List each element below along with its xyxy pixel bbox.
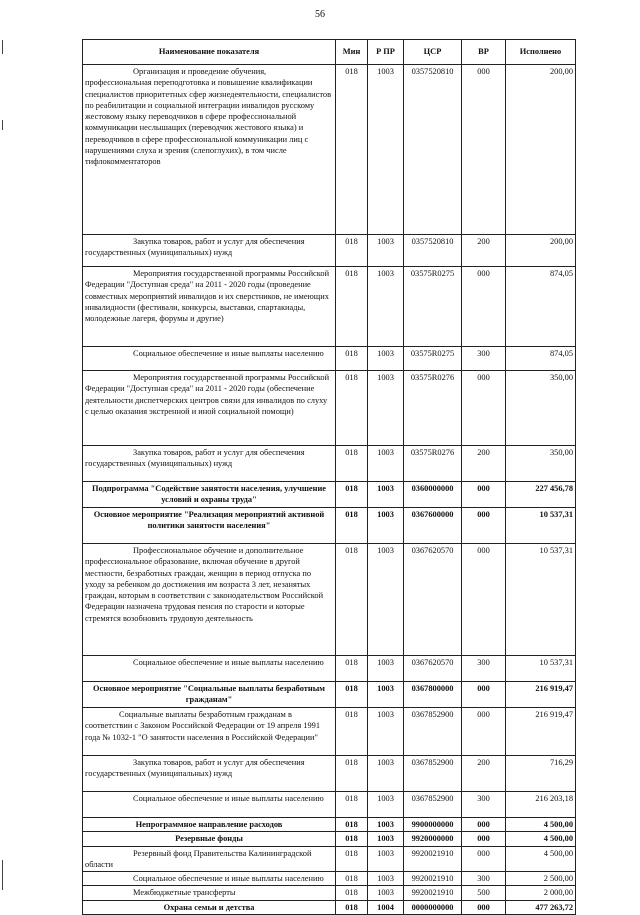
row-name: Основное мероприятие "Реализация мероприятий активной политики занятости населения" — [83, 508, 336, 544]
row-sum: 477 263,72 — [506, 900, 576, 914]
row-vr: 000 — [462, 900, 506, 914]
row-csr: 0367600000 — [404, 508, 462, 544]
header-vr: ВР — [462, 40, 506, 65]
row-sum: 874,05 — [506, 267, 576, 347]
row-rpr: 1003 — [368, 65, 404, 235]
table-row — [83, 682, 576, 708]
row-csr: 03575R0275 — [404, 267, 462, 347]
row-vr: 300 — [462, 792, 506, 818]
row-sum: 200,00 — [506, 235, 576, 267]
row-min: 018 — [336, 846, 368, 872]
row-min: 018 — [336, 886, 368, 900]
row-min: 018 — [336, 446, 368, 482]
row-sum: 4 500,00 — [506, 818, 576, 832]
row-rpr: 1003 — [368, 508, 404, 544]
row-min: 018 — [336, 267, 368, 347]
row-vr: 300 — [462, 656, 506, 682]
row-min: 018 — [336, 544, 368, 656]
row-vr: 000 — [462, 682, 506, 708]
row-name: Охрана семьи и детства — [83, 900, 336, 914]
row-sum: 10 537,31 — [506, 656, 576, 682]
row-name: Закупка товаров, работ и услуг для обеспечения государственных (муниципальных) нужд — [83, 235, 336, 267]
row-vr: 300 — [462, 347, 506, 371]
row-min: 018 — [336, 682, 368, 708]
row-sum: 216 919,47 — [506, 682, 576, 708]
header-name: Наименование показателя — [83, 40, 336, 65]
row-csr: 9920021910 — [404, 846, 462, 872]
row-min: 018 — [336, 482, 368, 508]
header-sum: Исполнено — [506, 40, 576, 65]
row-csr: 9900000000 — [404, 818, 462, 832]
row-rpr: 1003 — [368, 371, 404, 446]
row-name: Профессиональное обучение и дополнительное профессиональное образование, включая обучение в другой местности, безработных граждан, женщин в период отпуска по уходу за ребенком до достижения им возраста 3 лет, незанятых граждан, которым в соответствии с законодательством Российской Федерации назначена трудовая пенсия по старости и которые стремятся возобновить трудовую деятельность — [83, 544, 336, 656]
header-csr: ЦСР — [404, 40, 462, 65]
row-sum: 350,00 — [506, 446, 576, 482]
row-rpr: 1004 — [368, 900, 404, 914]
row-csr: 0360000000 — [404, 482, 462, 508]
row-rpr: 1003 — [368, 846, 404, 872]
table-row — [83, 708, 576, 756]
row-sum: 2 500,00 — [506, 872, 576, 886]
row-csr: 0367852900 — [404, 792, 462, 818]
table-row — [83, 886, 576, 900]
row-sum: 2 000,00 — [506, 886, 576, 900]
row-min: 018 — [336, 347, 368, 371]
row-sum: 10 537,31 — [506, 508, 576, 544]
row-vr: 500 — [462, 886, 506, 900]
row-min: 018 — [336, 656, 368, 682]
row-csr: 03575R0276 — [404, 371, 462, 446]
row-sum: 10 537,31 — [506, 544, 576, 656]
row-csr: 0367852900 — [404, 708, 462, 756]
row-csr: 9920021910 — [404, 872, 462, 886]
row-vr: 000 — [462, 508, 506, 544]
row-rpr: 1003 — [368, 682, 404, 708]
row-rpr: 1003 — [368, 544, 404, 656]
row-name: Подпрограмма "Содействие занятости населения, улучшение условий и охраны труда" — [83, 482, 336, 508]
row-rpr: 1003 — [368, 818, 404, 832]
row-sum: 4 500,00 — [506, 846, 576, 872]
table-row — [83, 756, 576, 792]
row-csr: 0000000000 — [404, 900, 462, 914]
row-rpr: 1003 — [368, 832, 404, 846]
row-vr: 000 — [462, 482, 506, 508]
row-rpr: 1003 — [368, 656, 404, 682]
row-min: 018 — [336, 708, 368, 756]
row-csr: 0367620570 — [404, 544, 462, 656]
row-csr: 0357520810 — [404, 235, 462, 267]
row-name: Социальные выплаты безработным гражданам в соответствии с Законом Российской Федерации от 19 апреля 1991 года № 1032-1 "О занятости населения в Российской Федерации" — [83, 708, 336, 756]
row-csr: 9920021910 — [404, 886, 462, 900]
row-vr: 000 — [462, 818, 506, 832]
row-rpr: 1003 — [368, 792, 404, 818]
table-row — [83, 371, 576, 446]
row-sum: 200,00 — [506, 65, 576, 235]
row-rpr: 1003 — [368, 347, 404, 371]
table-row — [83, 482, 576, 508]
row-min: 018 — [336, 900, 368, 914]
row-min: 018 — [336, 65, 368, 235]
row-vr: 000 — [462, 65, 506, 235]
row-vr: 000 — [462, 832, 506, 846]
row-name: Мероприятия государственной программы Российской Федерации "Доступная среда" на 2011 - 2020 годы (проведение совместных мероприятий инвалидов и их сверстников, не имеющих инвалидности (фестивали, конкурсы, выставки, спартакиады, молодежные лагеря, форумы и другие) — [83, 267, 336, 347]
row-name: Социальное обеспечение и иные выплаты населению — [83, 656, 336, 682]
row-rpr: 1003 — [368, 756, 404, 792]
row-csr: 0367852900 — [404, 756, 462, 792]
row-min: 018 — [336, 792, 368, 818]
table-row — [83, 267, 576, 347]
table-header-row — [83, 40, 576, 65]
row-name: Социальное обеспечение и иные выплаты населению — [83, 792, 336, 818]
row-rpr: 1003 — [368, 446, 404, 482]
row-csr: 0367800000 — [404, 682, 462, 708]
table-row — [83, 544, 576, 656]
row-vr: 000 — [462, 544, 506, 656]
row-rpr: 1003 — [368, 482, 404, 508]
row-name: Социальное обеспечение и иные выплаты населению — [83, 347, 336, 371]
row-sum: 4 500,00 — [506, 832, 576, 846]
table-row — [83, 446, 576, 482]
row-min: 018 — [336, 832, 368, 846]
row-name: Непрограммное направление расходов — [83, 818, 336, 832]
row-min: 018 — [336, 818, 368, 832]
row-name: Закупка товаров, работ и услуг для обеспечения государственных (муниципальных) нужд — [83, 756, 336, 792]
row-vr: 200 — [462, 446, 506, 482]
row-min: 018 — [336, 508, 368, 544]
row-rpr: 1003 — [368, 235, 404, 267]
row-csr: 9920000000 — [404, 832, 462, 846]
row-csr: 0357520810 — [404, 65, 462, 235]
row-vr: 300 — [462, 872, 506, 886]
row-rpr: 1003 — [368, 872, 404, 886]
row-min: 018 — [336, 371, 368, 446]
table-row — [83, 65, 576, 235]
row-vr: 200 — [462, 756, 506, 792]
table-row — [83, 818, 576, 832]
row-name: Основное мероприятие "Социальные выплаты безработным гражданам" — [83, 682, 336, 708]
table-row — [83, 508, 576, 544]
table-row — [83, 872, 576, 886]
row-sum: 716,29 — [506, 756, 576, 792]
page-number: 56 — [315, 9, 325, 20]
row-name: Социальное обеспечение и иные выплаты населению — [83, 872, 336, 886]
table-row — [83, 347, 576, 371]
row-csr: 03575R0276 — [404, 446, 462, 482]
row-sum: 874,05 — [506, 347, 576, 371]
row-min: 018 — [336, 756, 368, 792]
row-vr: 000 — [462, 708, 506, 756]
row-csr: 03575R0275 — [404, 347, 462, 371]
table-row — [83, 792, 576, 818]
row-name: Организация и проведение обучения, профессиональная переподготовка и повышение квалификации специалистов приоритетных сфер жизнедеятельности, специалистов по реабилитации и социальной интеграции инвалидов русскому жестовому языку переводчиков в сфере профессиональной коммуникации неслышащих (переводчик жестового языка) и переводчиков в сфере профессиональной коммуникации лиц с нарушениями слуха и зрения (слепоглухих), в том числе тифлокомментаторов — [83, 65, 336, 235]
row-min: 018 — [336, 872, 368, 886]
header-min: Мин — [336, 40, 368, 65]
table-row — [83, 846, 576, 872]
row-sum: 216 203,18 — [506, 792, 576, 818]
row-sum: 227 456,78 — [506, 482, 576, 508]
row-sum: 350,00 — [506, 371, 576, 446]
row-vr: 000 — [462, 371, 506, 446]
row-rpr: 1003 — [368, 708, 404, 756]
row-name: Закупка товаров, работ и услуг для обеспечения государственных (муниципальных) нужд — [83, 446, 336, 482]
row-min: 018 — [336, 235, 368, 267]
row-rpr: 1003 — [368, 886, 404, 900]
row-name: Резервный фонд Правительства Калининградской области — [83, 846, 336, 872]
budget-table — [82, 39, 576, 915]
row-name: Межбюджетные трансферты — [83, 886, 336, 900]
row-sum: 216 919,47 — [506, 708, 576, 756]
table-row — [83, 900, 576, 914]
row-name: Резервные фонды — [83, 832, 336, 846]
row-vr: 000 — [462, 846, 506, 872]
row-name: Мероприятия государственной программы Российской Федерации "Доступная среда" на 2011 - 2020 годы (обеспечение деятельности диспетчерских центров связи для инвалидов по слуху с целью оказания экстренной и иной социальной помощи) — [83, 371, 336, 446]
row-csr: 0367620570 — [404, 656, 462, 682]
row-vr: 000 — [462, 267, 506, 347]
row-rpr: 1003 — [368, 267, 404, 347]
header-rpr: Р ПР — [368, 40, 404, 65]
scan-margin-marks — [0, 0, 10, 905]
row-vr: 200 — [462, 235, 506, 267]
table-row — [83, 235, 576, 267]
table-row — [83, 656, 576, 682]
table-row — [83, 832, 576, 846]
